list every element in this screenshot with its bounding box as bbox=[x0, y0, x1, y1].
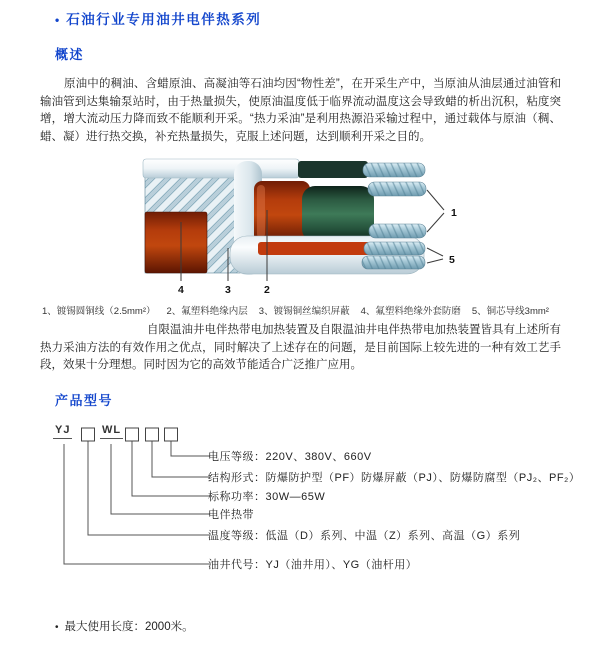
outer-jacket-layer bbox=[145, 212, 207, 273]
cable-cutaway-illustration bbox=[60, 150, 540, 302]
illustration-legend bbox=[42, 303, 582, 317]
title-bullet-icon: • bbox=[55, 13, 60, 27]
callout-1: 1 bbox=[451, 207, 457, 219]
model-label-power: 标称功率：30W—65W bbox=[208, 491, 326, 503]
code-box-structure bbox=[146, 428, 159, 441]
code-prefix: YJ bbox=[53, 424, 72, 439]
code-box-voltage bbox=[165, 428, 178, 441]
callout-5: 5 bbox=[449, 254, 455, 266]
code-mid: WL bbox=[100, 424, 123, 439]
code-box-power bbox=[126, 428, 139, 441]
legend-item: 1、镀锡圆铜线（2.5mm²） bbox=[42, 306, 156, 317]
note-bullet-icon: • bbox=[55, 622, 59, 633]
model-label-heating-band: 电伴热带 bbox=[208, 509, 254, 521]
section-heading-overview: 概述 bbox=[55, 47, 85, 62]
core-top-strip bbox=[298, 161, 368, 178]
overview-paragraph-2: 自限温油井电伴热带电加热装置及自限温油井电伴热带电加热装置皆具有上述所有热力采油方法的有效作用之优点，同时解决了上述存在的问题，是目前国际上较先进的一种有效工艺手段，效果十分理想。同时因为它的高效节能适合广泛推广应用。 bbox=[40, 324, 561, 371]
legend-item: 5、铜芯导线3mm² bbox=[471, 306, 549, 317]
white-sheath-top bbox=[143, 159, 299, 178]
model-label-well-code: 油井代号：YJ（油井用）、YG（油杆用） bbox=[208, 559, 418, 571]
legend-item: 3、镀锡铜丝编织屏蔽 bbox=[258, 306, 350, 317]
model-code-connectors bbox=[40, 424, 215, 584]
model-code-diagram bbox=[40, 424, 585, 609]
callout-3: 3 bbox=[225, 284, 231, 296]
max-length-note bbox=[55, 618, 194, 634]
callout-4: 4 bbox=[178, 284, 184, 296]
overview-paragraph-1: 原油中的稠油、含蜡原油、高凝油等石油均因“物性差”，在开采生产中，当原油从油层通过油管和输油管到达集输泵站时，由于热量损失，使原油温度低于临界流动温度这会导致蜡的析出沉积，粘度突增，增大流动压力降而致不能顺利开采。“热力采油”是利用热源沿采输过程中，通过载体与原油（稠、蜡、凝）进行热交换，补充热量损失，克服上述问题，达到顺利开采之目的。 bbox=[40, 78, 561, 143]
legend-item: 2、氟塑料绝缘内层 bbox=[166, 306, 248, 317]
callout-2: 2 bbox=[264, 284, 270, 296]
page-title bbox=[55, 8, 261, 28]
code-box-temperature bbox=[82, 428, 95, 441]
model-label-structure: 结构形式：防爆防护型（PF）防爆屏蔽（PJ）、防爆防腐型（PJ₂、PF₂） bbox=[208, 472, 581, 484]
legend-item: 4、氟塑料绝缘外套防磨 bbox=[360, 306, 461, 317]
note-text: 最大使用长度：2000米。 bbox=[64, 621, 194, 633]
model-label-temperature: 温度等级：低温（D）系列、中温（Z）系列、高温（G）系列 bbox=[208, 530, 521, 542]
section-heading-model: 产品型号 bbox=[55, 393, 114, 408]
bus-wire-insulation bbox=[258, 242, 370, 255]
model-label-voltage: 电压等级：220V、380V、660V bbox=[208, 451, 372, 463]
page-title-text: 石油行业专用油井电伴热系列 bbox=[66, 12, 262, 27]
inner-insulation-highlight bbox=[257, 185, 265, 238]
green-core bbox=[302, 186, 374, 242]
